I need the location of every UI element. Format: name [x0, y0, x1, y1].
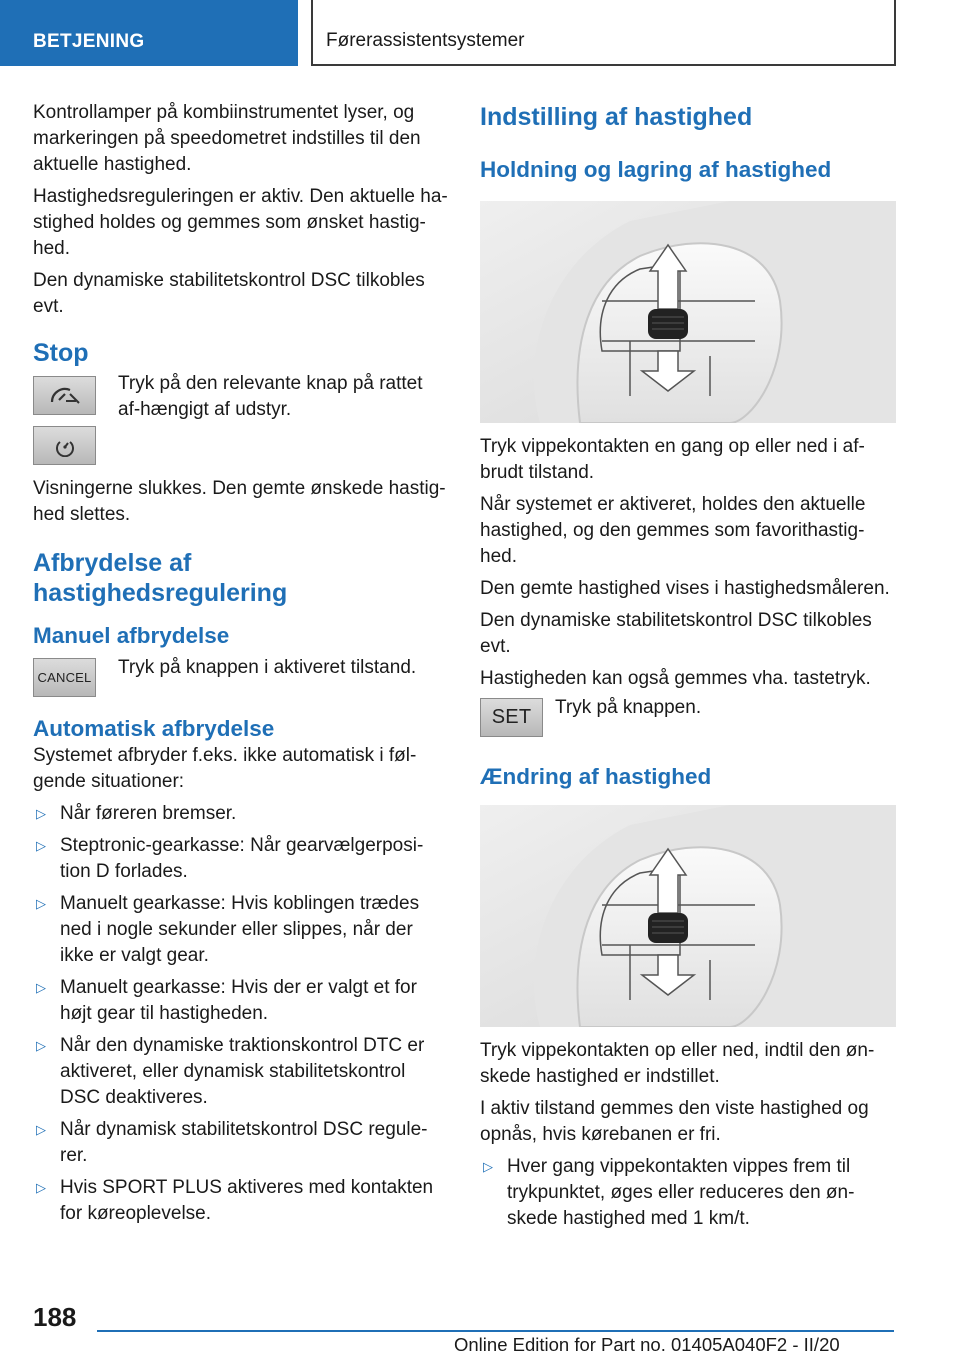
set-text: Tryk på knappen. — [555, 697, 702, 718]
interrupt-heading-line-2: hastighedsregulering — [33, 579, 288, 607]
list-item: ▷ Når den dynamiske traktionskontrol DTC er aktiveret, eller dynamisk stabilitetskontrol DSC deaktiveres. — [36, 1035, 425, 1108]
triangle-right-icon: ▷ — [36, 838, 46, 853]
stop-result: Visningerne slukkes. Den gemte ønskede hastig-hed slettes. — [33, 478, 446, 525]
list-item: ▷ Hvis SPORT PLUS aktiveres med kontakten for køreoplevelse. — [36, 1177, 434, 1224]
manual-instruction — [33, 658, 448, 697]
auto-heading: Automatisk afbrydelse — [33, 716, 275, 741]
hold-paragraph-4: Den dynamiske stabilitetskontrol DSC tilkobles evt. — [480, 610, 872, 657]
footer-divider — [97, 1330, 894, 1332]
change-paragraph-1: Tryk vippekontakten op eller ned, indtil den øn-skede hastighed er indstillet. — [480, 1040, 875, 1087]
list-item: ▷ Manuelt gearkasse: Hvis der er valgt et for højt gear til hastigheden. — [36, 977, 417, 1024]
triangle-right-icon: ▷ — [36, 1122, 46, 1137]
section-title: BETJENING — [33, 31, 145, 52]
triangle-right-icon: ▷ — [36, 896, 46, 911]
triangle-right-icon: ▷ — [36, 1038, 46, 1053]
set-button-image — [480, 698, 543, 737]
left-column — [33, 100, 448, 1233]
list-item: ▷ Hver gang vippekontakten vippes frem til trykpunktet, øges eller reduceres den øn-skede hastighed med 1 km/t. — [483, 1156, 855, 1229]
cruise-control-icon — [33, 426, 96, 465]
triangle-right-icon: ▷ — [483, 1159, 493, 1174]
hold-paragraph-5: Hastigheden kan også gemmes vha. tastetryk. — [480, 668, 871, 689]
list-item: ▷ Når dynamisk stabilitetskontrol DSC regule-rer. — [36, 1119, 428, 1166]
change-paragraph-2: I aktiv tilstand gemmes den viste hastighed og opnås, hvis kørebanen er fri. — [480, 1098, 869, 1145]
edition-text: Online Edition for Part no. 01405A040F2 - II/20 — [454, 1334, 840, 1355]
hold-heading: Holdning og lagring af hastighed — [480, 157, 832, 182]
speed-setting-heading: Indstilling af hastighed — [480, 103, 753, 131]
intro-paragraph-1: Kontrollamper på kombiinstrumentet lyser, og markeringen på speedometret indstilles til den aktuelle hastighed. — [33, 102, 421, 175]
stop-heading: Stop — [33, 339, 89, 367]
stop-button-images — [33, 374, 96, 465]
list-item: ▷ Steptronic-gearkasse: Når gearvælgerposi-tion D forlades. — [36, 835, 424, 882]
chapter-header — [311, 0, 896, 66]
hold-paragraph-2: Når systemet er aktiveret, holdes den aktuelle hastighed, og den gemmes som favorithastig-hed. — [480, 494, 866, 567]
cancel-button-image — [33, 658, 96, 697]
hold-paragraph-1: Tryk vippekontakten en gang op eller ned i af-brudt tilstand. — [480, 436, 865, 483]
stop-instruction — [33, 374, 448, 465]
manual-text: Tryk på knappen i aktiveret tilstand. — [118, 657, 417, 678]
set-button-label: SET — [491, 706, 532, 728]
list-item: ▷ Når føreren bremser. — [33, 801, 448, 827]
steering-wheel-photo-1 — [480, 201, 896, 423]
triangle-right-icon: ▷ — [36, 980, 46, 995]
page-number: 188 — [33, 1302, 77, 1332]
auto-list — [33, 801, 448, 1227]
steering-wheel-photo-2 — [480, 805, 896, 1027]
triangle-right-icon: ▷ — [36, 806, 46, 821]
cancel-button-label: CANCEL — [37, 670, 92, 685]
intro-paragraph-2: Hastighedsreguleringen er aktiv. Den aktuelle ha-stighed holdes og gemmes som ønsket hastig-hed. — [33, 186, 448, 259]
auto-intro: Systemet afbryder f.eks. ikke automatisk i føl-gende situationer: — [33, 745, 417, 792]
triangle-right-icon: ▷ — [36, 1180, 46, 1195]
hold-paragraph-3: Den gemte hastighed vises i hastighedsmåleren. — [480, 578, 890, 599]
change-list — [480, 1154, 900, 1232]
manual-heading: Manuel afbrydelse — [33, 623, 230, 648]
stop-text: Tryk på den relevante knap på rattet af-hængigt af udstyr. — [118, 373, 423, 420]
interrupt-heading-line-1: Afbrydelse af — [33, 549, 192, 577]
speedometer-cross-icon — [33, 376, 96, 415]
list-item: ▷ Manuelt gearkasse: Hvis koblingen trædes ned i nogle sekunder eller slippes, når der ikke er valgt gear. — [36, 893, 420, 966]
chapter-title: Førerassistentsystemer — [326, 30, 525, 51]
change-heading: Ændring af hastighed — [480, 764, 712, 789]
section-tab — [0, 0, 298, 66]
intro-paragraph-3: Den dynamiske stabilitetskontrol DSC tilkobles evt. — [33, 270, 425, 317]
interrupt-heading — [33, 548, 448, 608]
set-instruction — [480, 698, 900, 737]
right-column — [480, 102, 900, 1238]
